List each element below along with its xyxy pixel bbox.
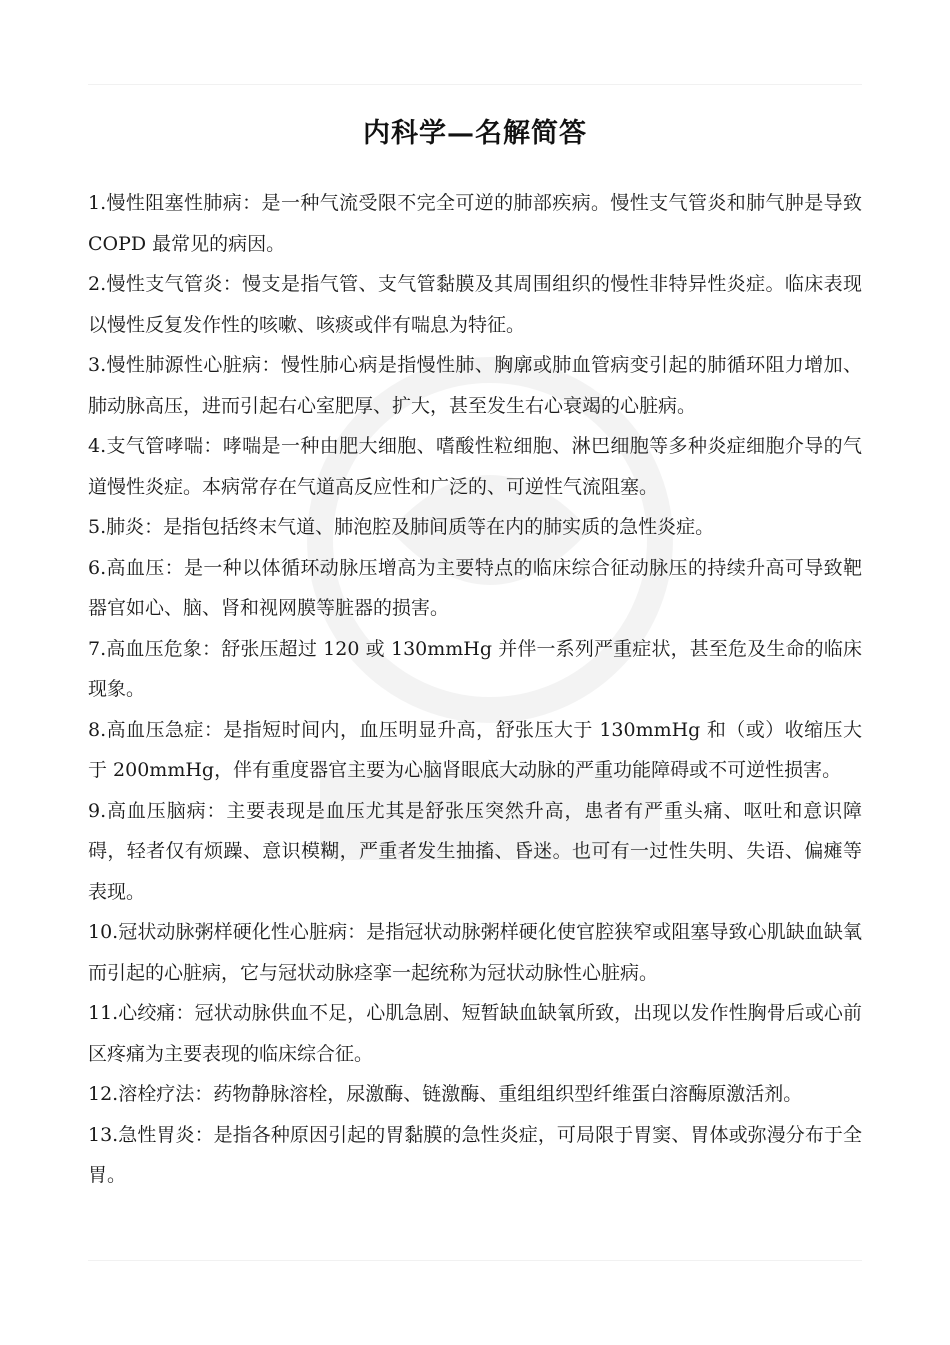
definition-list	[88, 183, 862, 1196]
definition-item: 1.慢性阻塞性肺病：是一种气流受限不完全可逆的肺部疾病。慢性支气管炎和肺气肿是导致 COPD 最常见的病因。	[88, 192, 862, 255]
footer-divider	[88, 1260, 862, 1261]
definition-item: 4.支气管哮喘：哮喘是一种由肥大细胞、嗜酸性粒细胞、淋巴细胞等多种炎症细胞介导的气道慢性炎症。本病常存在气道高反应性和广泛的、可逆性气流阻塞。	[88, 435, 862, 498]
definition-item: 3.慢性肺源性心脏病：慢性肺心病是指慢性肺、胸廓或肺血管病变引起的肺循环阻力增加、肺动脉高压，进而引起右心室肥厚、扩大，甚至发生右心衰竭的心脏病。	[88, 354, 862, 417]
definition-item: 7.高血压危象：舒张压超过 120 或 130mmHg 并伴一系列严重症状，甚至危及生命的临床现象。	[88, 637, 862, 700]
definition-item: 5.肺炎：是指包括终末气道、肺泡腔及肺间质等在内的肺实质的急性炎症。	[88, 516, 715, 538]
definition-item: 9.高血压脑病：主要表现是血压尤其是舒张压突然升高，患者有严重头痛、呕吐和意识障碍，轻者仅有烦躁、意识模糊，严重者发生抽搐、昏迷。也可有一过性失明、失语、偏瘫等表现。	[88, 799, 862, 903]
definition-item: 8.高血压急症：是指短时间内，血压明显升高，舒张压大于 130mmHg 和（或）收缩压大于 200mmHg，伴有重度器官主要为心脑肾眼底大动脉的严重功能障碍或不可逆性损害。	[88, 718, 862, 781]
definition-item: 13.急性胃炎：是指各种原因引起的胃黏膜的急性炎症，可局限于胃窦、胃体或弥漫分布于全胃。	[88, 1123, 862, 1186]
page-title: 内科学—名解简答	[363, 118, 587, 149]
definition-item: 11.心绞痛：冠状动脉供血不足，心肌急剧、短暂缺血缺氧所致，出现以发作性胸骨后或心前区疼痛为主要表现的临床综合征。	[88, 1002, 862, 1065]
definition-item: 12.溶栓疗法：药物静脉溶栓，尿激酶、链激酶、重组组织型纤维蛋白溶酶原激活剂。	[88, 1083, 803, 1105]
header-divider	[88, 84, 862, 85]
definition-item: 6.高血压：是一种以体循环动脉压增高为主要特点的临床综合征动脉压的持续升高可导致靶器官如心、脑、肾和视网膜等脏器的损害。	[88, 556, 862, 619]
definition-item: 2.慢性支气管炎：慢支是指气管、支气管黏膜及其周围组织的慢性非特异性炎症。临床表现以慢性反复发作性的咳嗽、咳痰或伴有喘息为特征。	[88, 273, 862, 336]
definition-item: 10.冠状动脉粥样硬化性心脏病：是指冠状动脉粥样硬化使官腔狭窄或阻塞导致心肌缺血缺氧而引起的心脏病，它与冠状动脉痉挛一起统称为冠状动脉性心脏病。	[88, 921, 862, 984]
